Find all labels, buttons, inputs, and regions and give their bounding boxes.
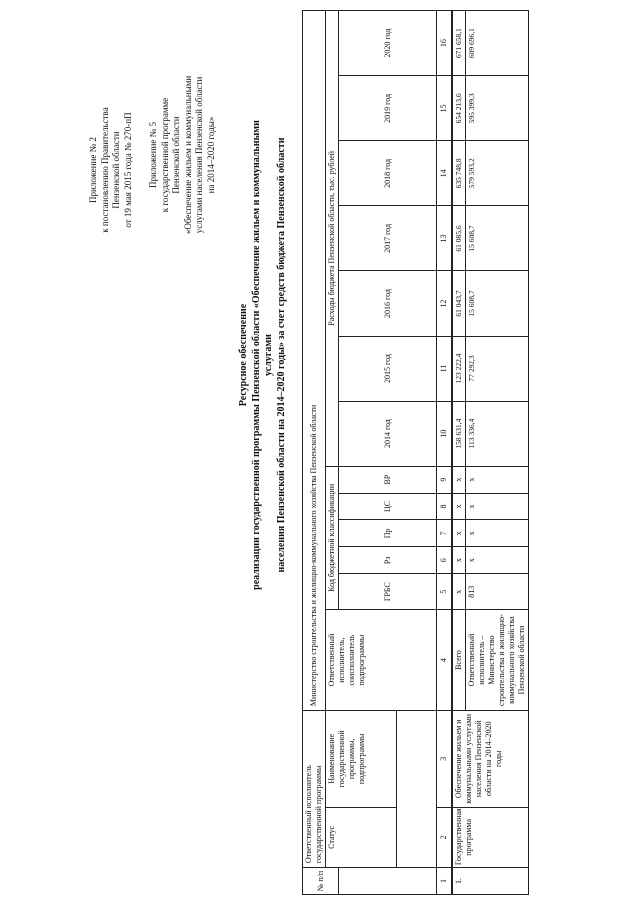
- year-col: 2020 год: [339, 11, 437, 76]
- exec-value-cell: 77 292,3: [466, 336, 529, 401]
- header-status-spacer: [397, 711, 437, 868]
- header-no-spacer: [339, 868, 437, 895]
- row-status: Государственная программа: [452, 807, 529, 868]
- total-value-cell: 61 043,7: [452, 271, 466, 336]
- exec-value-cell: 579 593,2: [466, 141, 529, 206]
- exec-code-cell: 813: [466, 574, 529, 610]
- annex-decree-line: к постановлению Правительства: [99, 107, 110, 233]
- annex-program-line: на 2014–2020 годы»: [205, 116, 216, 194]
- total-code-cell: x: [452, 493, 466, 520]
- column-numbers-row: [437, 11, 453, 895]
- row-number: 1.: [452, 868, 529, 895]
- column-number: 10: [437, 401, 453, 466]
- annex-decree: [88, 65, 134, 275]
- column-number: 1: [437, 868, 453, 895]
- exec-value-cell: 15 608,7: [466, 206, 529, 271]
- year-col: 2015 год: [339, 336, 437, 401]
- total-value-cell: 123 222,4: [452, 336, 466, 401]
- code-col-pr: Пр: [339, 520, 437, 547]
- column-number: 13: [437, 206, 453, 271]
- total-value-cell: 654 213,6: [452, 76, 466, 141]
- exec-value-cell: 15 608,7: [466, 271, 529, 336]
- annex-program-line: услугами населения Пензенской области: [194, 76, 204, 234]
- exec-value-cell: 609 696,1: [466, 11, 529, 76]
- annex-program-line: Пензенской области: [171, 116, 181, 194]
- column-number: 5: [437, 574, 453, 610]
- annex-program-line: к государственной программе: [159, 97, 170, 213]
- total-value-cell: 635 748,8: [452, 141, 466, 206]
- annex-program-line: «Обеспечение жильем и коммунальными: [182, 75, 193, 235]
- row-program-name: Обеспечение жильем и коммунальными услугами населения Пензенской области на 2014–2020 годы: [452, 711, 529, 807]
- year-col: 2019 год: [339, 76, 437, 141]
- table-row-total: [452, 11, 466, 895]
- header-resp-exec: Ответственный исполнитель государственной программы: [303, 711, 326, 868]
- header-no: № п/п: [303, 868, 339, 895]
- column-number: 15: [437, 76, 453, 141]
- row-total-label: Всего: [452, 610, 466, 711]
- column-number: 14: [437, 141, 453, 206]
- total-code-cell: x: [452, 466, 466, 493]
- code-col-rz: Рз: [339, 547, 437, 574]
- header-status: Статус: [326, 807, 397, 868]
- total-code-cell: x: [452, 520, 466, 547]
- resource-table: [302, 10, 529, 895]
- annex-program-line: Приложение № 5: [148, 122, 158, 188]
- annex-decree-line: от 19 мая 2015 года № 270-пП: [122, 112, 133, 228]
- row-executor-label: Ответственный исполнитель – Министерство строительства и жилищно-коммунального хозяйства Пензенской области: [466, 610, 529, 711]
- year-col: 2018 год: [339, 141, 437, 206]
- column-number: 7: [437, 520, 453, 547]
- total-code-cell: x: [452, 574, 466, 610]
- code-col-vr: ВР: [339, 466, 437, 493]
- annex-program: [148, 35, 217, 275]
- column-number: 3: [437, 711, 453, 807]
- exec-code-cell: x: [466, 466, 529, 493]
- year-col: 2014 год: [339, 401, 437, 466]
- title-line: населения Пензенской области на 2014–2020 годы» за счет средств бюджета Пензенской области: [275, 137, 287, 573]
- total-value-cell: 158 631,4: [452, 401, 466, 466]
- column-number: 9: [437, 466, 453, 493]
- column-number: 4: [437, 610, 453, 711]
- column-number: 8: [437, 493, 453, 520]
- column-number: 16: [437, 11, 453, 76]
- total-code-cell: x: [452, 547, 466, 574]
- title-line: реализации государственной программы Пензенской области «Обеспечение жильем и коммунальными услугами: [250, 120, 274, 590]
- year-col: 2016 год: [339, 271, 437, 336]
- total-value-cell: 671 658,1: [452, 11, 466, 76]
- header-expenses: Расходы бюджета Пензенской области, тыс. рублей: [326, 11, 339, 467]
- exec-code-cell: x: [466, 520, 529, 547]
- document-title: [238, 105, 288, 605]
- header-budget-code: Код бюджетной классификации: [326, 466, 339, 610]
- column-number: 2: [437, 807, 453, 868]
- year-col: 2017 год: [339, 206, 437, 271]
- code-col-cs: ЦС: [339, 493, 437, 520]
- annex-decree-line: Пензенской области: [111, 131, 121, 209]
- column-number: 12: [437, 271, 453, 336]
- title-line: Ресурсное обеспечение: [238, 303, 249, 407]
- column-number: 6: [437, 547, 453, 574]
- code-col-grbs: ГРБС: [339, 574, 437, 610]
- header-row-1: [303, 11, 326, 895]
- annex-decree-line: Приложение № 2: [88, 137, 98, 203]
- column-number: 11: [437, 336, 453, 401]
- exec-code-cell: x: [466, 493, 529, 520]
- header-row-2: [326, 11, 339, 895]
- header-executor: Ответственный исполнитель, соисполнитель подпрограммы: [326, 610, 437, 711]
- exec-value-cell: 113 336,4: [466, 401, 529, 466]
- header-ministry: Министерство строительства и жилищно-коммунального хозяйства Пензенской области: [303, 11, 326, 711]
- exec-value-cell: 595 399,3: [466, 76, 529, 141]
- header-name: Наименование государственной программы, подпрограммы: [326, 711, 397, 807]
- exec-code-cell: x: [466, 547, 529, 574]
- total-value-cell: 61 085,6: [452, 206, 466, 271]
